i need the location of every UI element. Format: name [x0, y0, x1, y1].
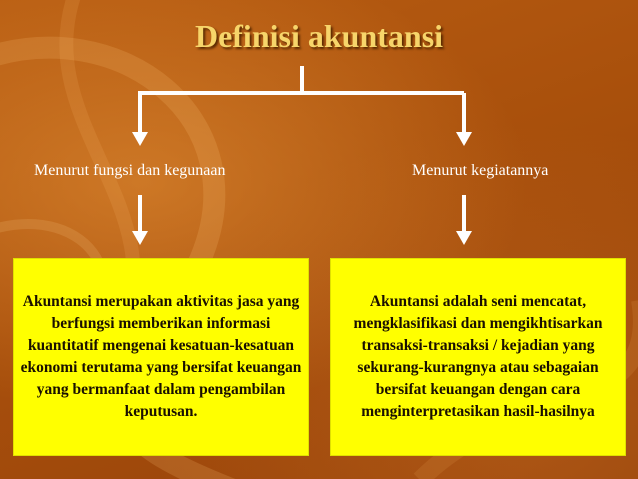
branch-label-activity: Menurut kegiatannya	[412, 162, 549, 179]
branch-label-function: Menurut fungsi dan kegunaan	[34, 162, 226, 179]
right-lower-arrowhead-icon	[456, 231, 472, 245]
definition-text-function: Akuntansi merupakan aktivitas jasa yang berfungsi memberikan informasi kuantitatif mengenai kesatuan-kesatuan ekonomi terutama yang bersifat keuangan yang bermanfaat dalam pengambilan keputusan.	[20, 293, 302, 420]
definition-text-activity: Akuntansi adalah seni mencatat, mengklasifikasi dan mengikhtisarkan transaksi-transaksi / kejadian yang sekurang-kurangnya atau sebagaian bersifat keuangan dengan cara menginterpretasikan hasil-hasilnya	[353, 293, 603, 420]
left-upper-arrowhead-icon	[132, 132, 148, 146]
left-lower-arrowhead-icon	[132, 231, 148, 245]
definition-box-activity	[330, 258, 626, 456]
definition-box-function	[13, 258, 309, 456]
page-title: Definisi akuntansi	[194, 18, 444, 54]
right-upper-arrowhead-icon	[456, 132, 472, 146]
